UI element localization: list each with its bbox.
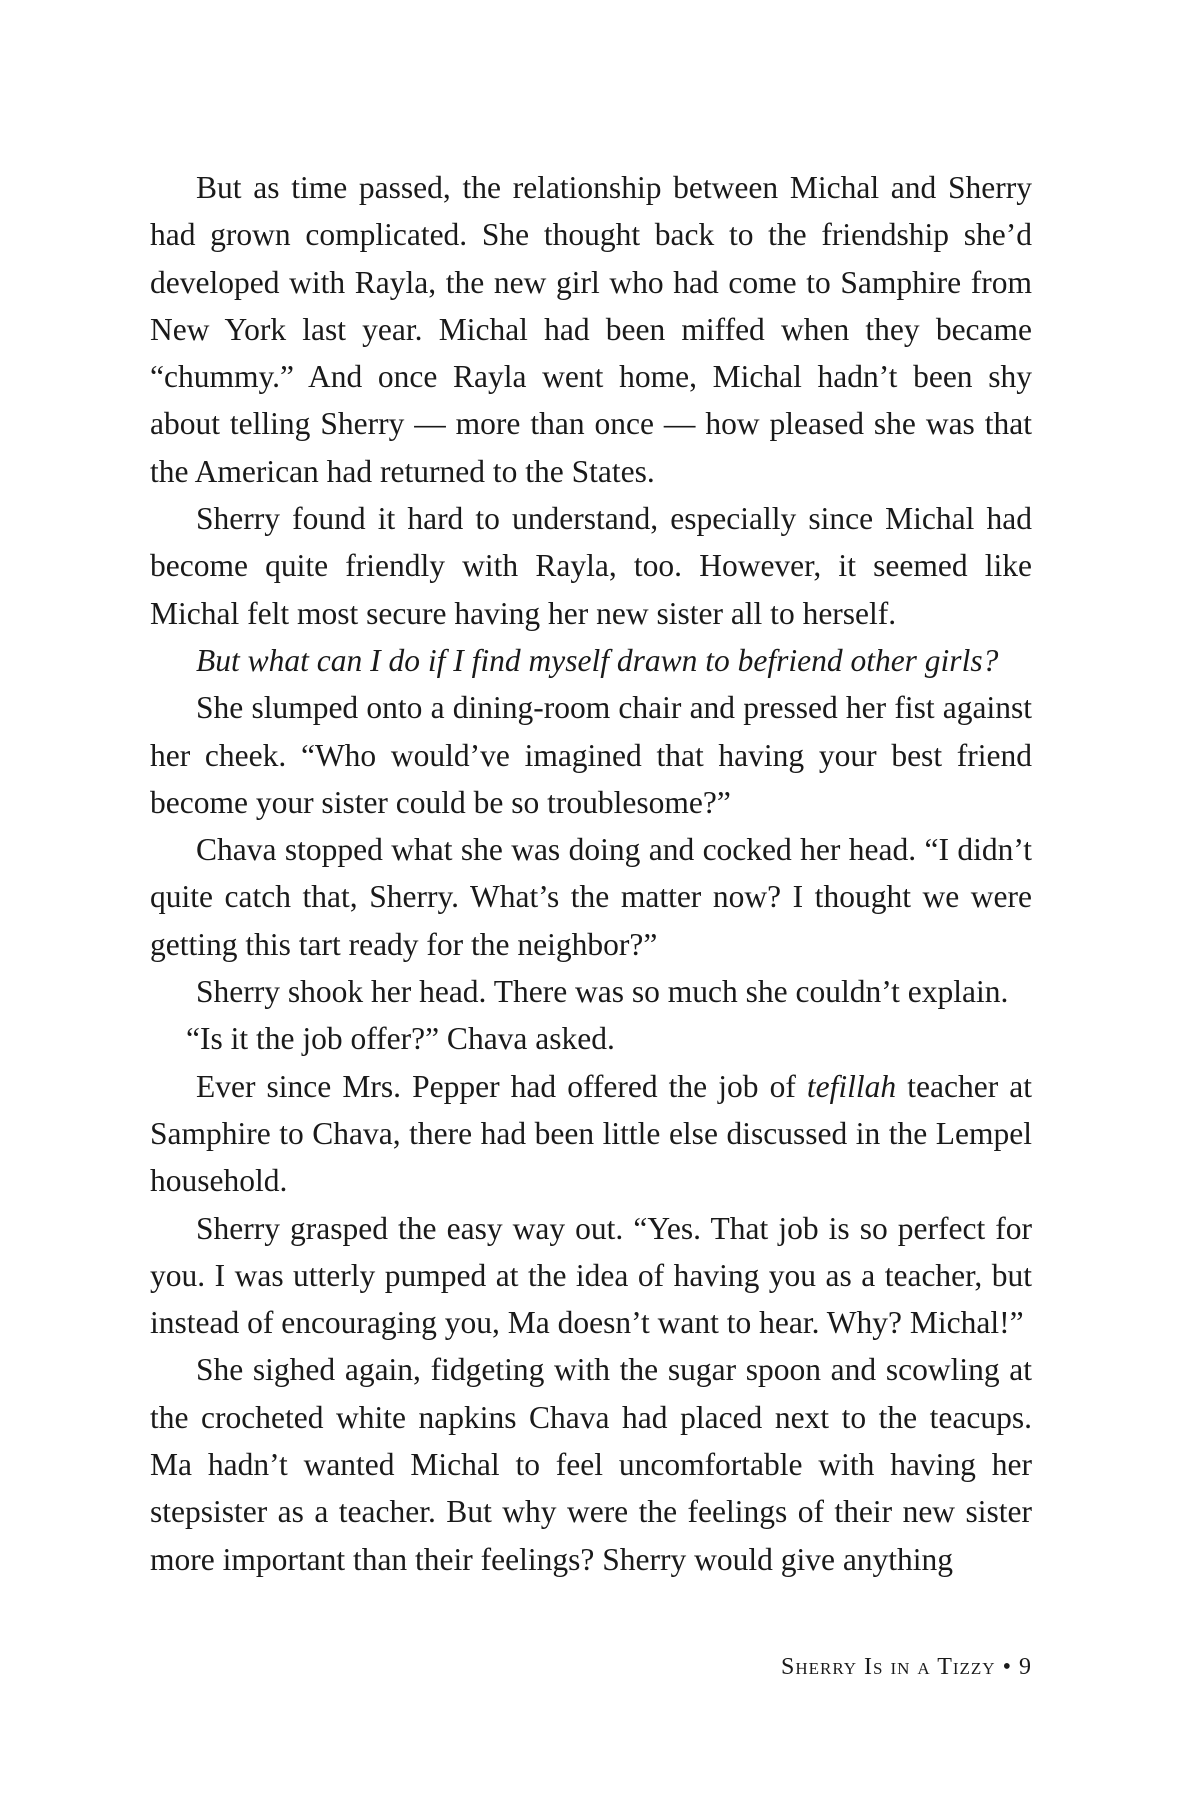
paragraph-tefillah xyxy=(150,1063,1032,1205)
paragraph: Sherry grasped the easy way out. “Yes. That job is so perfect for you. I was utterly pumped at the idea of having you as a teacher, but instead of encouraging you, Ma doesn’t want to hear. Why? Michal!” xyxy=(150,1210,1032,1341)
paragraph: She sighed again, fidgeting with the sugar spoon and scowling at the crocheted white napkins Chava had placed next to the teacups. Ma hadn’t wanted Michal to feel uncomfortable with having her stepsister as a teacher. But why were the feelings of their new sister more important than their feelings? Sherry would give anything xyxy=(150,1352,1032,1577)
paragraph: She slumped onto a dining-room chair and pressed her fist against her cheek. “Who would’ve imagined that having your best friend become your sister could be so troublesome?” xyxy=(150,690,1032,820)
paragraph-part: teacher at Samphire to Chava, there had been little else discussed in the Lempel household. xyxy=(150,1068,1033,1199)
paragraph: But as time passed, the relationship between Michal and Sherry had grown complicated. She thought back to the friendship she’d developed with Rayla, the new girl who had come to Samphire from New York last year. Michal had been miffed when they became “chummy.” And once Rayla went home, Michal hadn’t been shy about telling Sherry — more than once — how pleased she was that the American had returned to the States. xyxy=(150,170,1032,489)
paragraph: “Is it the job offer?” Chava asked. xyxy=(186,1021,615,1057)
paragraph: Sherry shook her head. There was so much she couldn’t explain. xyxy=(196,974,1009,1010)
italic-thought-paragraph: But what can I do if I find myself drawn to befriend other girls? xyxy=(196,642,999,678)
running-footer: Sherry Is in a Tizzy • 9 xyxy=(780,1654,1032,1680)
paragraph-part: Ever since Mrs. Pepper had offered the job of xyxy=(196,1068,807,1104)
body-text xyxy=(150,164,1032,1583)
paragraph: Sherry found it hard to understand, especially since Michal had become quite friendly with Rayla, too. However, it seemed like Michal felt most secure having her new sister all to herself. xyxy=(150,501,1032,631)
paragraph: Chava stopped what she was doing and cocked her head. “I didn’t quite catch that, Sherry. What’s the matter now? I thought we were getting this tart ready for the neighbor?” xyxy=(150,832,1032,962)
italic-word: tefillah xyxy=(806,1068,897,1104)
